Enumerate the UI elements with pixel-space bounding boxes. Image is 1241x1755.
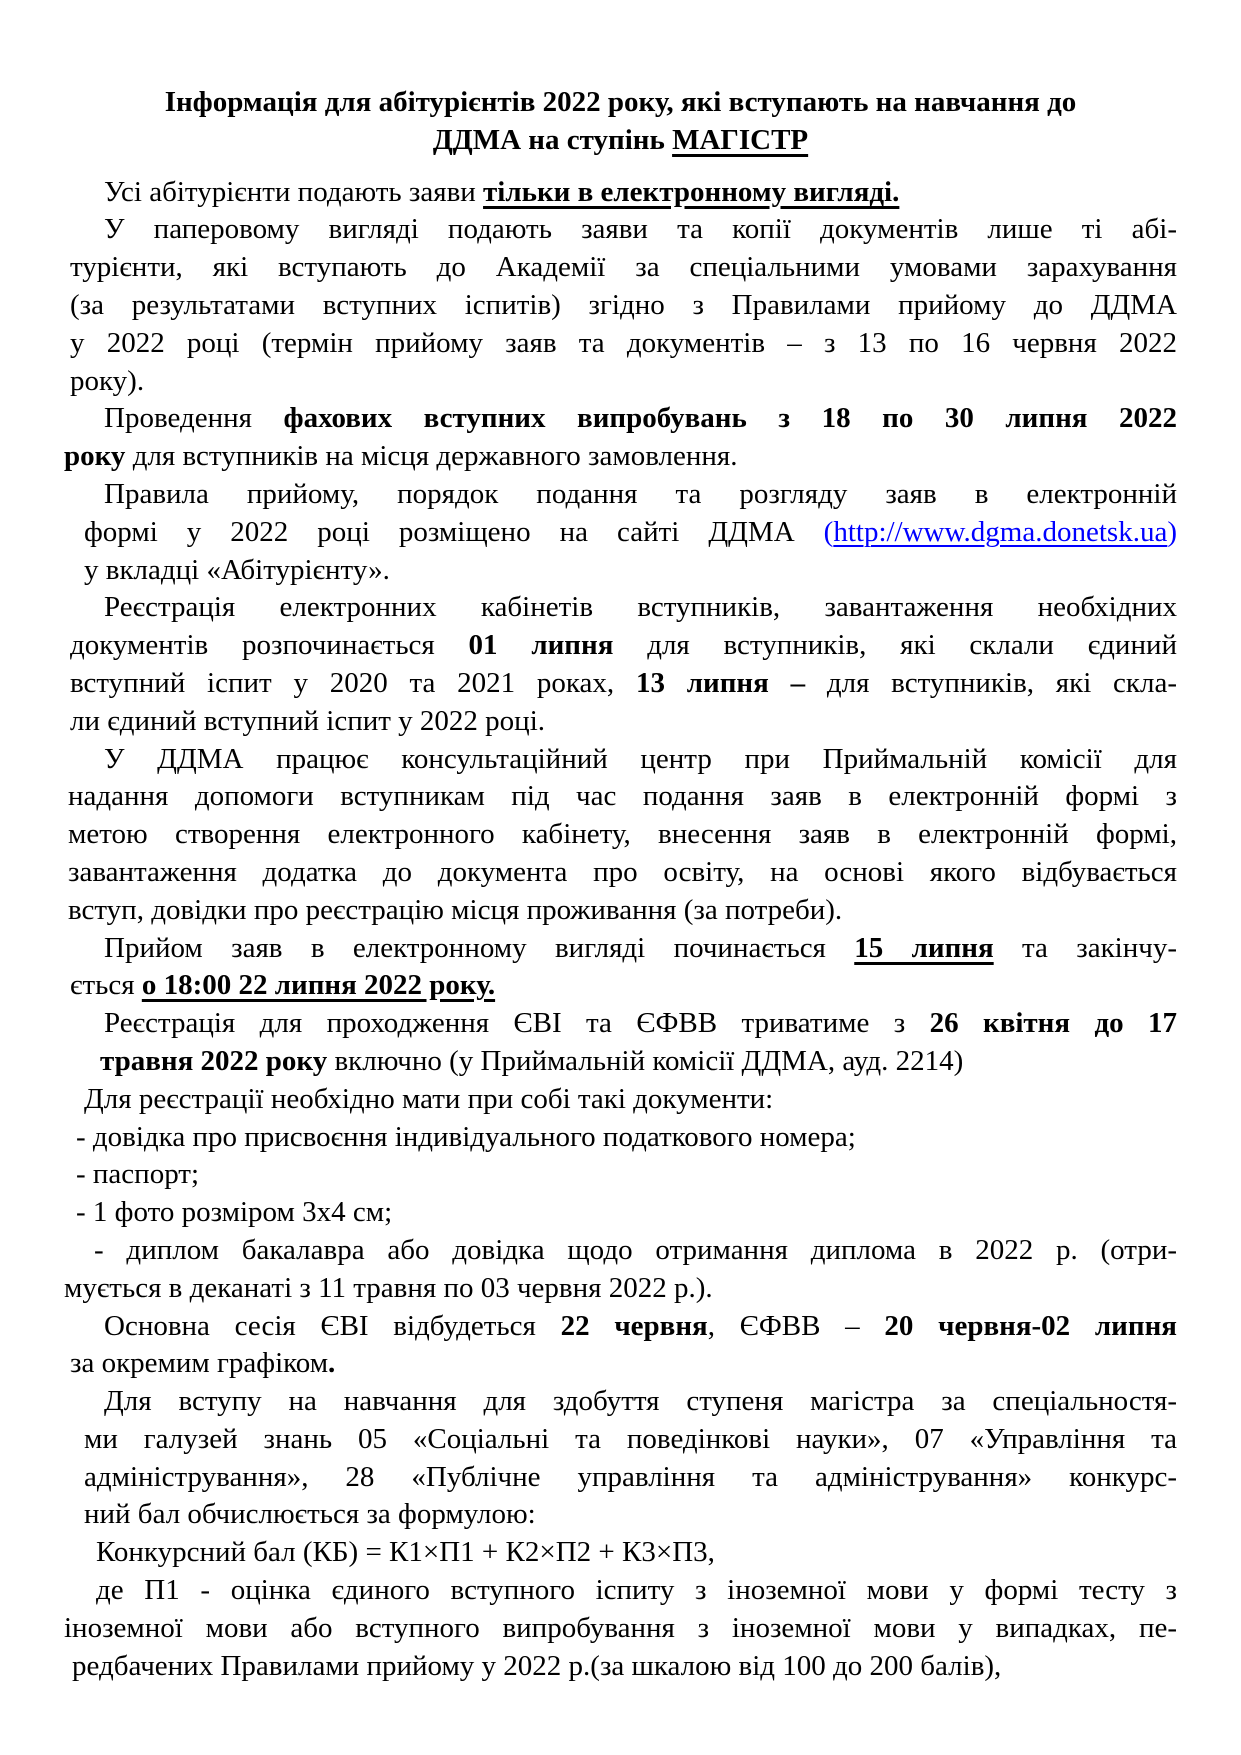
text-run: травня 2022 року (100, 1044, 328, 1077)
text-line (64, 627, 1177, 665)
text-line (64, 1496, 1177, 1534)
text-line (64, 778, 1177, 816)
text-line (64, 84, 1177, 122)
text-line (64, 1610, 1177, 1648)
text-line (64, 1383, 1177, 1421)
para-required-documents-intro (64, 1081, 1177, 1119)
text-run: у вкладці «Абітурієнту». (84, 553, 390, 586)
para-application-period (64, 930, 1177, 1006)
text-line (64, 438, 1177, 476)
text-line (64, 363, 1177, 401)
title (64, 84, 1177, 160)
text-line (64, 1081, 1177, 1119)
para-electronic-only (64, 174, 1177, 212)
text-line (64, 741, 1177, 779)
text-run: ДДМА на ступінь (432, 123, 673, 156)
text-run: ний бал обчислюється за формулою: (84, 1498, 536, 1531)
text-run: 22 червня (560, 1309, 708, 1342)
text-run: (за результатами вступних іспитів) згідно з Правилами прийому до ДДМА (70, 288, 1177, 321)
text-line (64, 930, 1177, 968)
text-run: року (64, 440, 126, 473)
text-run: року). (70, 364, 145, 397)
text-run: у 2022 році (термін прийому заяв та документів – з 13 по 16 червня 2022 (70, 326, 1177, 359)
text-line (64, 1005, 1177, 1043)
text-run: Для вступу на навчання для здобуття ступеня магістра за спеціальностя- (104, 1385, 1177, 1418)
text-line (64, 703, 1177, 741)
text-line (64, 514, 1177, 552)
text-run: Реєстрація для проходження ЄВІ та ЄФВВ триватиме з (104, 1007, 930, 1040)
text-run: Проведення (104, 402, 284, 435)
text-run: включно (у Приймальній комісії ДДМА, ауд. 2214) (327, 1044, 964, 1077)
text-line (64, 589, 1177, 627)
text-line (64, 967, 1177, 1005)
para-cabinet-registration (64, 589, 1177, 740)
text-run: - довідка про присвоєння індивідуального податкового номера; (76, 1120, 856, 1153)
text-run: о 18:00 22 липня 2022 року. (141, 969, 496, 1002)
text-line (64, 400, 1177, 438)
text-line (64, 1194, 1177, 1232)
para-evi-session-dates (64, 1308, 1177, 1384)
text-run: тільки в електронному вигляді. (483, 175, 900, 208)
text-run: Для реєстрації необхідно мати при собі такі документи: (84, 1082, 774, 1115)
text-line (64, 816, 1177, 854)
text-run: завантаження додатка до документа про освіту, на основі якого відбувається (68, 855, 1177, 888)
para-p1-definition (64, 1572, 1177, 1685)
text-run: для вступників, які склали єдиний (613, 629, 1178, 662)
text-run: ) (1167, 515, 1177, 548)
text-run: документів розпочинається (70, 629, 469, 662)
text-line (64, 552, 1177, 590)
text-line (64, 287, 1177, 325)
text-line (64, 854, 1177, 892)
text-run: вступний іспит у 2020 та 2021 роках, (70, 666, 636, 699)
text-run: Правила прийому, порядок подання та розгляду заяв в електронній (104, 477, 1177, 510)
text-run: 13 липня – (635, 666, 806, 699)
text-line (64, 1270, 1177, 1308)
text-line (64, 1572, 1177, 1610)
text-line (64, 892, 1177, 930)
para-master-specialties (64, 1383, 1177, 1534)
text-line (64, 1534, 1177, 1572)
text-run: 01 липня (468, 629, 614, 662)
text-line (64, 1459, 1177, 1497)
text-line (64, 249, 1177, 287)
text-run: за окремим графіком (70, 1347, 329, 1380)
text-line (64, 1232, 1177, 1270)
text-line (64, 122, 1177, 160)
text-run: - паспорт; (76, 1158, 200, 1191)
text-run: МАГІСТР (672, 123, 809, 156)
text-run: ( (823, 515, 834, 548)
text-line (64, 211, 1177, 249)
text-line (64, 476, 1177, 514)
list-required-documents (64, 1119, 1177, 1308)
text-run: Усі абітурієнти подають заяви (104, 175, 484, 208)
text-run: для вступників на місця державного замовлення. (125, 440, 738, 473)
text-run: Інформація для абітурієнтів 2022 року, які вступають на навчання до (164, 86, 1077, 118)
text-line (64, 325, 1177, 363)
text-line (64, 1156, 1177, 1194)
para-evi-efvv-registration (64, 1005, 1177, 1081)
text-run: ється (70, 969, 142, 1002)
text-line (64, 1119, 1177, 1157)
para-formula (64, 1534, 1177, 1572)
text-run: 15 липня (854, 931, 994, 964)
text-run: редбачених Правилами прийому у 2022 р.(за шкалою від 100 до 200 балів), (72, 1649, 1002, 1682)
text-run: Основна сесія ЄВІ відбудеться (104, 1309, 561, 1342)
text-run: турієнти, які вступають до Академії за спеціальними умовами зарахування (70, 251, 1177, 284)
text-line (64, 665, 1177, 703)
text-run: вступ, довідки про реєстрацію місця проживання (за потреби). (68, 893, 843, 926)
text-run: надання допомоги вступникам під час подання заяв в електронній формі з (68, 780, 1177, 813)
text-line (64, 1648, 1177, 1686)
text-run: метою створення електронного кабінету, внесення заяв в електронній формі, (68, 818, 1177, 851)
text-line (64, 1345, 1177, 1383)
text-run: ми галузей знань 05 «Соціальні та поведінкові науки», 07 «Управління та (84, 1422, 1177, 1455)
text-run: іноземної мови або вступного випробування з іноземної мови у випадках, пе- (64, 1611, 1177, 1644)
text-run: 26 квітня до 17 (929, 1007, 1178, 1040)
text-line (64, 1043, 1177, 1081)
document-content (64, 84, 1177, 1685)
text-run: . (328, 1347, 336, 1380)
text-run: формі у 2022 році розміщено на сайті ДДМА (84, 515, 824, 548)
text-run: фахових вступних випробувань з 18 по 30 липня 2022 (283, 402, 1177, 435)
text-run: 20 червня-02 липня (884, 1309, 1177, 1342)
para-consult-center (64, 741, 1177, 930)
text-run: У ДДМА працює консультаційний центр при Приймальній комісії для (104, 742, 1177, 775)
text-run: та закінчу- (993, 931, 1178, 964)
text-run: Реєстрація електронних кабінетів вступників, завантаження необхідних (104, 591, 1177, 624)
text-run: ли єдиний вступний іспит у 2022 році. (70, 704, 546, 737)
text-run: - диплом бакалавра або довідка щодо отримання диплома в 2022 р. (отри- (94, 1233, 1177, 1266)
para-fahovi-exams (64, 400, 1177, 476)
text-run: - 1 фото розміром 3х4 см; (76, 1196, 393, 1229)
text-run: мується в деканаті з 11 травня по 03 червня 2022 р.). (64, 1271, 713, 1304)
text-run: де П1 - оцінка єдиного вступного іспиту з іноземної мови у формі тесту з (96, 1574, 1177, 1607)
text-run: для вступників, які скла- (805, 666, 1177, 699)
text-run: У паперовому вигляді подають заяви та копії документів лише ті абі- (104, 213, 1177, 246)
para-paper-submissions (64, 211, 1177, 400)
text-run: Прийом заяв в електронному вигляді починається (104, 931, 855, 964)
text-line (64, 1308, 1177, 1346)
text-run: адміністрування», 28 «Публічне управління та адміністрування» конкурс- (84, 1460, 1177, 1493)
text-line (64, 1421, 1177, 1459)
text-line (64, 174, 1177, 212)
para-admission-rules-site (64, 476, 1177, 589)
hyperlink-dgma-site[interactable]: http://www.dgma.donetsk.ua (833, 515, 1168, 548)
text-run: Конкурсний бал (КБ) = К1×П1 + К2×П2 + К3×П3, (96, 1536, 715, 1569)
text-run: , ЄФВВ – (707, 1309, 885, 1342)
